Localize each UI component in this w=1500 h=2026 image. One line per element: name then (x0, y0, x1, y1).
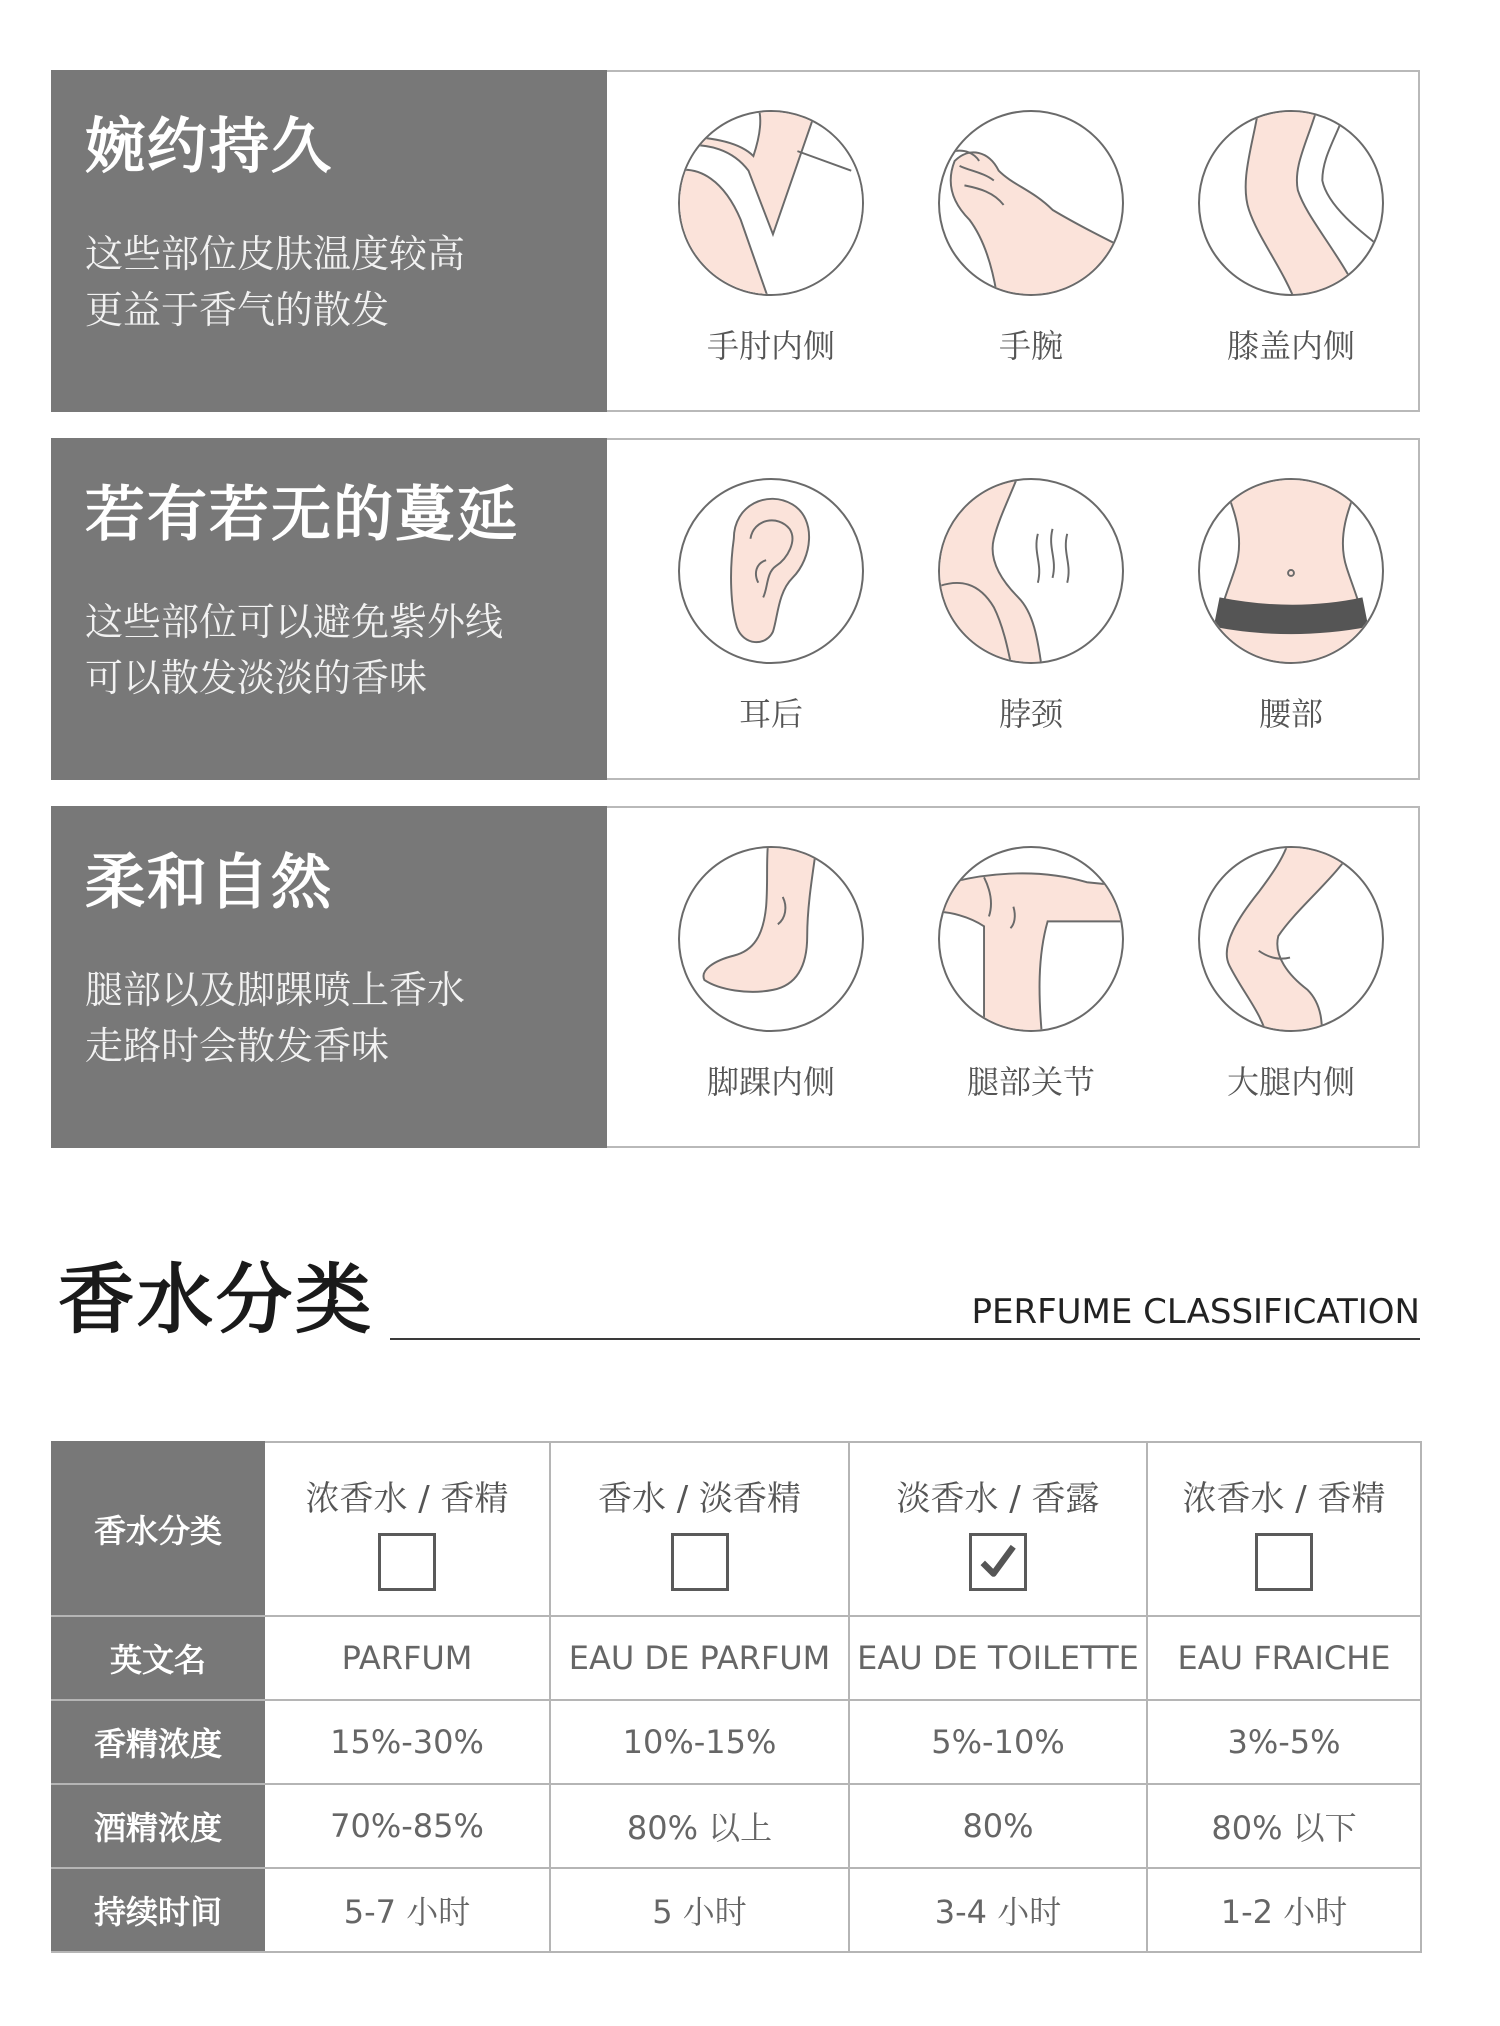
table-cell: EAU DE PARFUM (550, 1616, 849, 1700)
table-cell (550, 1442, 849, 1616)
table-cell: 3-4 小时 (849, 1868, 1147, 1952)
spot-label: 腰部 (1258, 695, 1323, 733)
spot-inner-thigh (1191, 846, 1391, 1102)
spot-label: 大腿内侧 (1226, 1063, 1355, 1101)
knee-inner-icon (1198, 110, 1384, 296)
table-cell: 3%-5% (1147, 1700, 1421, 1784)
checkbox[interactable] (378, 1533, 436, 1591)
spot-label: 手肘内侧 (706, 327, 835, 365)
panel-description (85, 962, 607, 1074)
type-name: 浓香水 / 香精 (1182, 1479, 1386, 1519)
panel-description-line: 可以散发淡淡的香味 (85, 656, 428, 700)
table-cell: 5 小时 (550, 1868, 849, 1952)
table-cell: 5-7 小时 (264, 1868, 550, 1952)
table-cell: PARFUM (264, 1616, 550, 1700)
elbow-inner-icon (678, 110, 864, 296)
row-header: 香水分类 (52, 1442, 264, 1616)
table-row (52, 1616, 1421, 1700)
table-cell: 1-2 小时 (1147, 1868, 1421, 1952)
table-row (52, 1700, 1421, 1784)
row-header: 持续时间 (52, 1868, 264, 1952)
spot-wrist (931, 110, 1131, 366)
table-row (52, 1868, 1421, 1952)
section-title: 香水分类 (58, 1255, 374, 1344)
table-cell: EAU FRAICHE (1147, 1616, 1421, 1700)
application-panel-2 (51, 438, 1420, 780)
inner-thigh-icon (1198, 846, 1384, 1032)
section-divider (390, 1338, 1420, 1340)
panel-title: 婉约持久 (85, 112, 333, 182)
checkbox-checked[interactable] (969, 1533, 1027, 1591)
waist-icon (1198, 478, 1384, 664)
table-cell: 15%-30% (264, 1700, 550, 1784)
spot-label: 耳后 (738, 695, 803, 733)
panel-header (51, 438, 607, 780)
table-cell (849, 1442, 1147, 1616)
panel-title: 若有若无的蔓延 (85, 480, 519, 550)
table-cell: 5%-10% (849, 1700, 1147, 1784)
table-cell: EAU DE TOILETTE (849, 1616, 1147, 1700)
table-cell (264, 1442, 550, 1616)
type-name: 浓香水 / 香精 (305, 1479, 509, 1519)
checkbox[interactable] (671, 1533, 729, 1591)
spot-list (609, 440, 1418, 778)
table-cell: 80% 以上 (550, 1784, 849, 1868)
perfume-classification-table (51, 1441, 1422, 1953)
spot-ear (671, 478, 871, 734)
table-cell (1147, 1442, 1421, 1616)
panel-description-line: 腿部以及脚踝喷上香水 (85, 968, 466, 1012)
type-name: 香水 / 淡香精 (597, 1479, 802, 1519)
panel-header (51, 806, 607, 1148)
row-header: 香精浓度 (52, 1700, 264, 1784)
ear-icon (678, 478, 864, 664)
table-cell: 80% 以下 (1147, 1784, 1421, 1868)
type-name: 淡香水 / 香露 (896, 1479, 1100, 1519)
panel-description-line: 更益于香气的散发 (85, 288, 390, 332)
neck-icon (938, 478, 1124, 664)
checkmark-icon (972, 1536, 1024, 1588)
spot-label: 脚踝内侧 (706, 1063, 835, 1101)
section-subtitle: PERFUME CLASSIFICATION (971, 1292, 1420, 1332)
spot-ankle (671, 846, 871, 1102)
row-header: 英文名 (52, 1616, 264, 1700)
table-row (52, 1784, 1421, 1868)
table-cell: 10%-15% (550, 1700, 849, 1784)
leg-joint-icon (938, 846, 1124, 1032)
spot-list (609, 808, 1418, 1146)
spot-list (609, 72, 1418, 410)
spot-knee-inner (1191, 110, 1391, 366)
panel-description (85, 594, 607, 706)
panel-description-line: 这些部位皮肤温度较高 (85, 232, 466, 276)
panel-header (51, 70, 607, 412)
application-panel-3 (51, 806, 1420, 1148)
row-header: 酒精浓度 (52, 1784, 264, 1868)
panel-description-line: 这些部位可以避免紫外线 (85, 600, 504, 644)
application-panel-1 (51, 70, 1420, 412)
spot-label: 手腕 (998, 327, 1063, 365)
spot-label: 腿部关节 (966, 1063, 1095, 1101)
table-cell: 80% (849, 1784, 1147, 1868)
spot-neck (931, 478, 1131, 734)
checkbox[interactable] (1255, 1533, 1313, 1591)
spot-label: 脖颈 (998, 695, 1063, 733)
table-cell: 70%-85% (264, 1784, 550, 1868)
table-row (52, 1442, 1421, 1616)
panel-description-line: 走路时会散发香味 (85, 1024, 390, 1068)
panel-description (85, 226, 607, 338)
ankle-icon (678, 846, 864, 1032)
spot-leg-joint (931, 846, 1131, 1102)
spot-waist (1191, 478, 1391, 734)
spot-elbow-inner (671, 110, 871, 366)
panel-title: 柔和自然 (85, 848, 333, 918)
wrist-icon (938, 110, 1124, 296)
spot-label: 膝盖内侧 (1226, 327, 1355, 365)
